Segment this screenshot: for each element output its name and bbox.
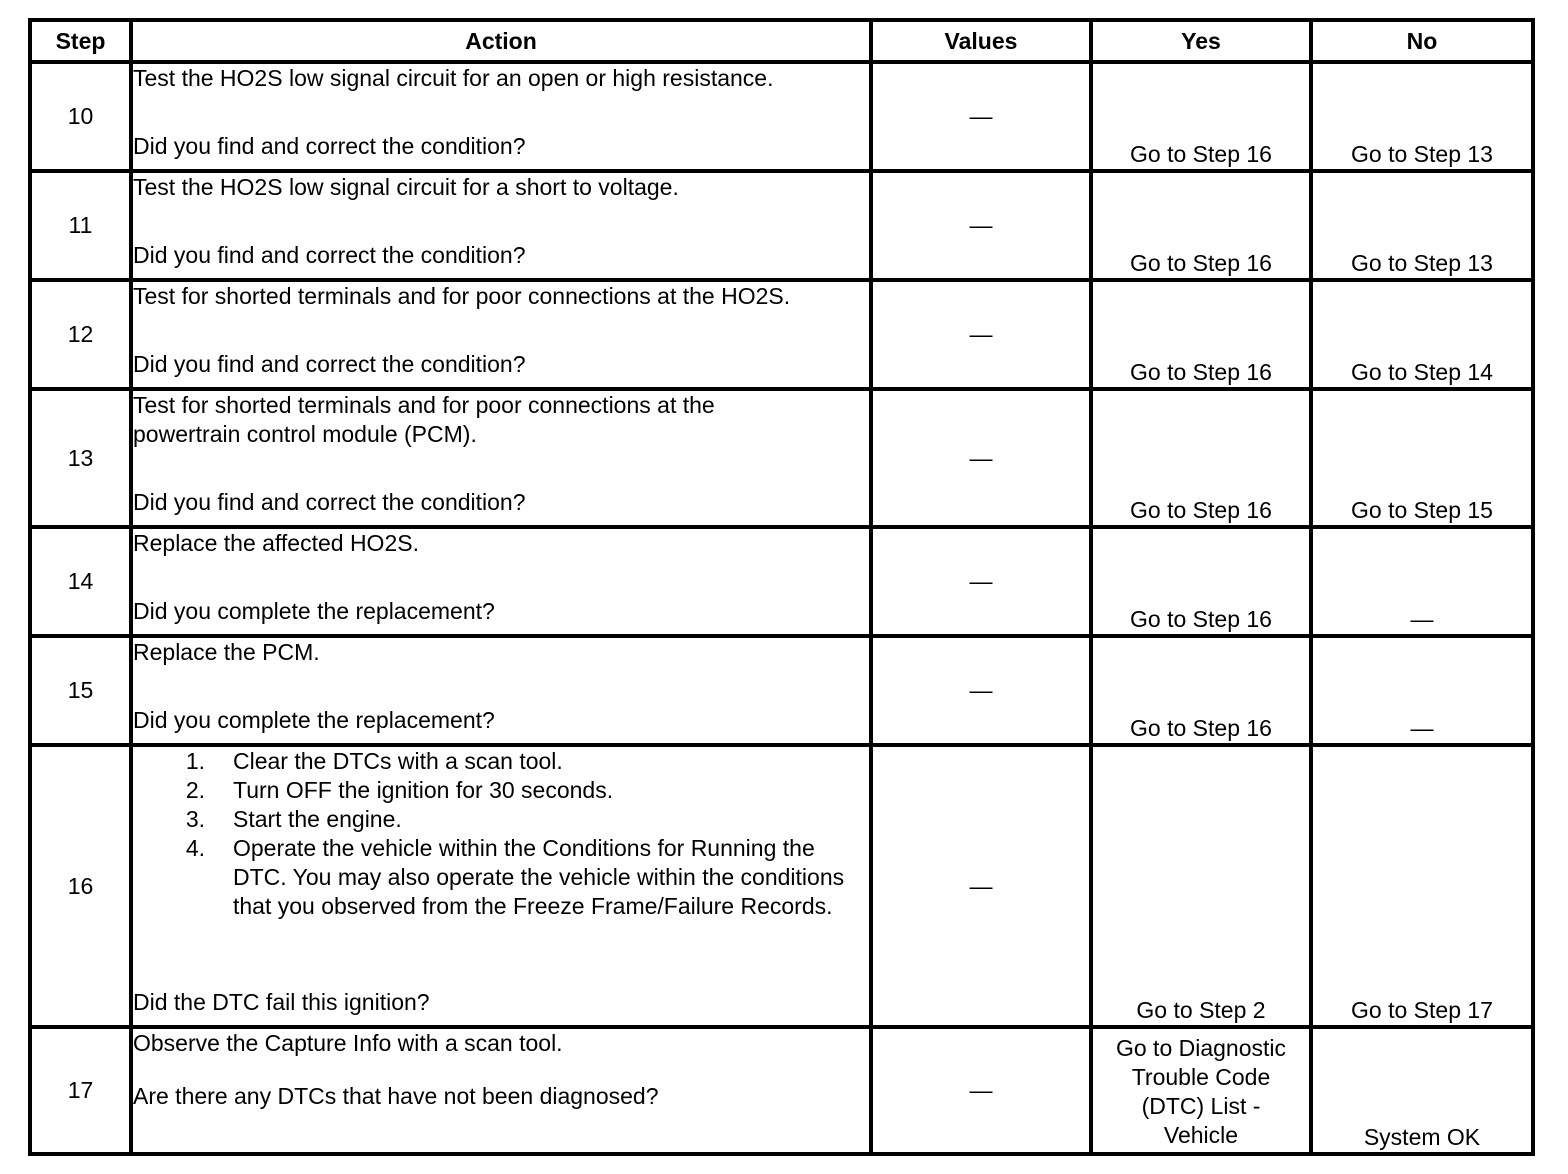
step-number: 13 bbox=[30, 389, 131, 527]
question-text: Did the DTC fail this ignition? bbox=[133, 989, 430, 1015]
list-item bbox=[133, 805, 869, 834]
step-number: 11 bbox=[30, 171, 131, 280]
header-action: Action bbox=[131, 20, 871, 62]
list-number: 4. bbox=[185, 835, 205, 861]
step-number: 15 bbox=[30, 636, 131, 745]
yes-cell: Go to Step 16 bbox=[1091, 527, 1311, 636]
step-number: 16 bbox=[30, 745, 131, 1027]
values-cell: — bbox=[871, 636, 1091, 745]
header-step: Step bbox=[30, 20, 131, 62]
step-number: 12 bbox=[30, 280, 131, 389]
step-number: 17 bbox=[30, 1027, 131, 1154]
values-cell: — bbox=[871, 1027, 1091, 1154]
list-item bbox=[133, 776, 869, 805]
action-text: Replace the PCM. bbox=[133, 639, 320, 665]
action-text: Test for shorted terminals and for poor connections at the HO2S. bbox=[133, 283, 791, 309]
table-row bbox=[30, 1027, 1533, 1154]
list-number: 2. bbox=[185, 777, 205, 803]
procedure-list bbox=[133, 747, 869, 921]
header-row bbox=[30, 20, 1533, 62]
table-row bbox=[30, 62, 1533, 171]
table-row bbox=[30, 171, 1533, 280]
action-cell bbox=[131, 171, 871, 280]
yes-cell: Go to Step 2 bbox=[1091, 745, 1311, 1027]
no-cell: — bbox=[1311, 636, 1533, 745]
action-text: Replace the affected HO2S. bbox=[133, 530, 419, 556]
list-text: Start the engine. bbox=[233, 806, 402, 832]
action-text: Test the HO2S low signal circuit for a short to voltage. bbox=[133, 174, 679, 200]
step-number: 10 bbox=[30, 62, 131, 171]
no-cell: Go to Step 14 bbox=[1311, 280, 1533, 389]
question-text: Did you complete the replacement? bbox=[133, 707, 495, 733]
list-text: Turn OFF the ignition for 30 seconds. bbox=[233, 777, 614, 803]
question-text: Are there any DTCs that have not been diagnosed? bbox=[133, 1083, 659, 1109]
question-text: Did you find and correct the condition? bbox=[133, 133, 526, 159]
action-cell bbox=[131, 527, 871, 636]
no-cell: Go to Step 17 bbox=[1311, 745, 1533, 1027]
step-number: 14 bbox=[30, 527, 131, 636]
list-item bbox=[133, 747, 869, 776]
header-no: No bbox=[1311, 20, 1533, 62]
values-cell: — bbox=[871, 280, 1091, 389]
question-text: Did you complete the replacement? bbox=[133, 598, 495, 624]
question-text: Did you find and correct the condition? bbox=[133, 351, 526, 377]
list-number: 3. bbox=[185, 806, 205, 832]
action-cell bbox=[131, 62, 871, 171]
header-values: Values bbox=[871, 20, 1091, 62]
yes-cell: Go to Diagnostic Trouble Code (DTC) List - Vehicle bbox=[1091, 1027, 1311, 1154]
action-text: Observe the Capture Info with a scan tool. bbox=[133, 1030, 563, 1056]
yes-cell: Go to Step 16 bbox=[1091, 62, 1311, 171]
yes-cell: Go to Step 16 bbox=[1091, 171, 1311, 280]
no-cell: Go to Step 15 bbox=[1311, 389, 1533, 527]
list-number: 1. bbox=[185, 748, 205, 774]
no-cell: Go to Step 13 bbox=[1311, 62, 1533, 171]
list-item bbox=[133, 834, 869, 921]
table-row bbox=[30, 745, 1533, 1027]
values-cell: — bbox=[871, 389, 1091, 527]
no-cell: System OK bbox=[1311, 1027, 1533, 1154]
table-row bbox=[30, 527, 1533, 636]
values-cell: — bbox=[871, 62, 1091, 171]
yes-cell: Go to Step 16 bbox=[1091, 636, 1311, 745]
table-row bbox=[30, 389, 1533, 527]
yes-cell: Go to Step 16 bbox=[1091, 280, 1311, 389]
action-cell bbox=[131, 389, 871, 527]
list-text: Operate the vehicle within the Conditions for Running the DTC. You may also operate the vehicle within the conditions that you observed from the Freeze Frame/Failure Records. bbox=[233, 835, 845, 919]
list-text: Clear the DTCs with a scan tool. bbox=[233, 748, 563, 774]
action-cell bbox=[131, 636, 871, 745]
action-cell bbox=[131, 280, 871, 389]
no-cell: Go to Step 13 bbox=[1311, 171, 1533, 280]
action-text: Test the HO2S low signal circuit for an open or high resistance. bbox=[133, 65, 774, 91]
action-cell bbox=[131, 745, 871, 1027]
yes-cell: Go to Step 16 bbox=[1091, 389, 1311, 527]
header-yes: Yes bbox=[1091, 20, 1311, 62]
diagnostic-table bbox=[28, 18, 1535, 1156]
table-row bbox=[30, 280, 1533, 389]
values-cell: — bbox=[871, 171, 1091, 280]
question-text: Did you find and correct the condition? bbox=[133, 489, 526, 515]
question-text: Did you find and correct the condition? bbox=[133, 242, 526, 268]
table-row bbox=[30, 636, 1533, 745]
values-cell: — bbox=[871, 745, 1091, 1027]
action-cell bbox=[131, 1027, 871, 1154]
action-text: Test for shorted terminals and for poor connections at the powertrain control module (PCM). bbox=[133, 392, 715, 447]
no-cell: — bbox=[1311, 527, 1533, 636]
values-cell: — bbox=[871, 527, 1091, 636]
